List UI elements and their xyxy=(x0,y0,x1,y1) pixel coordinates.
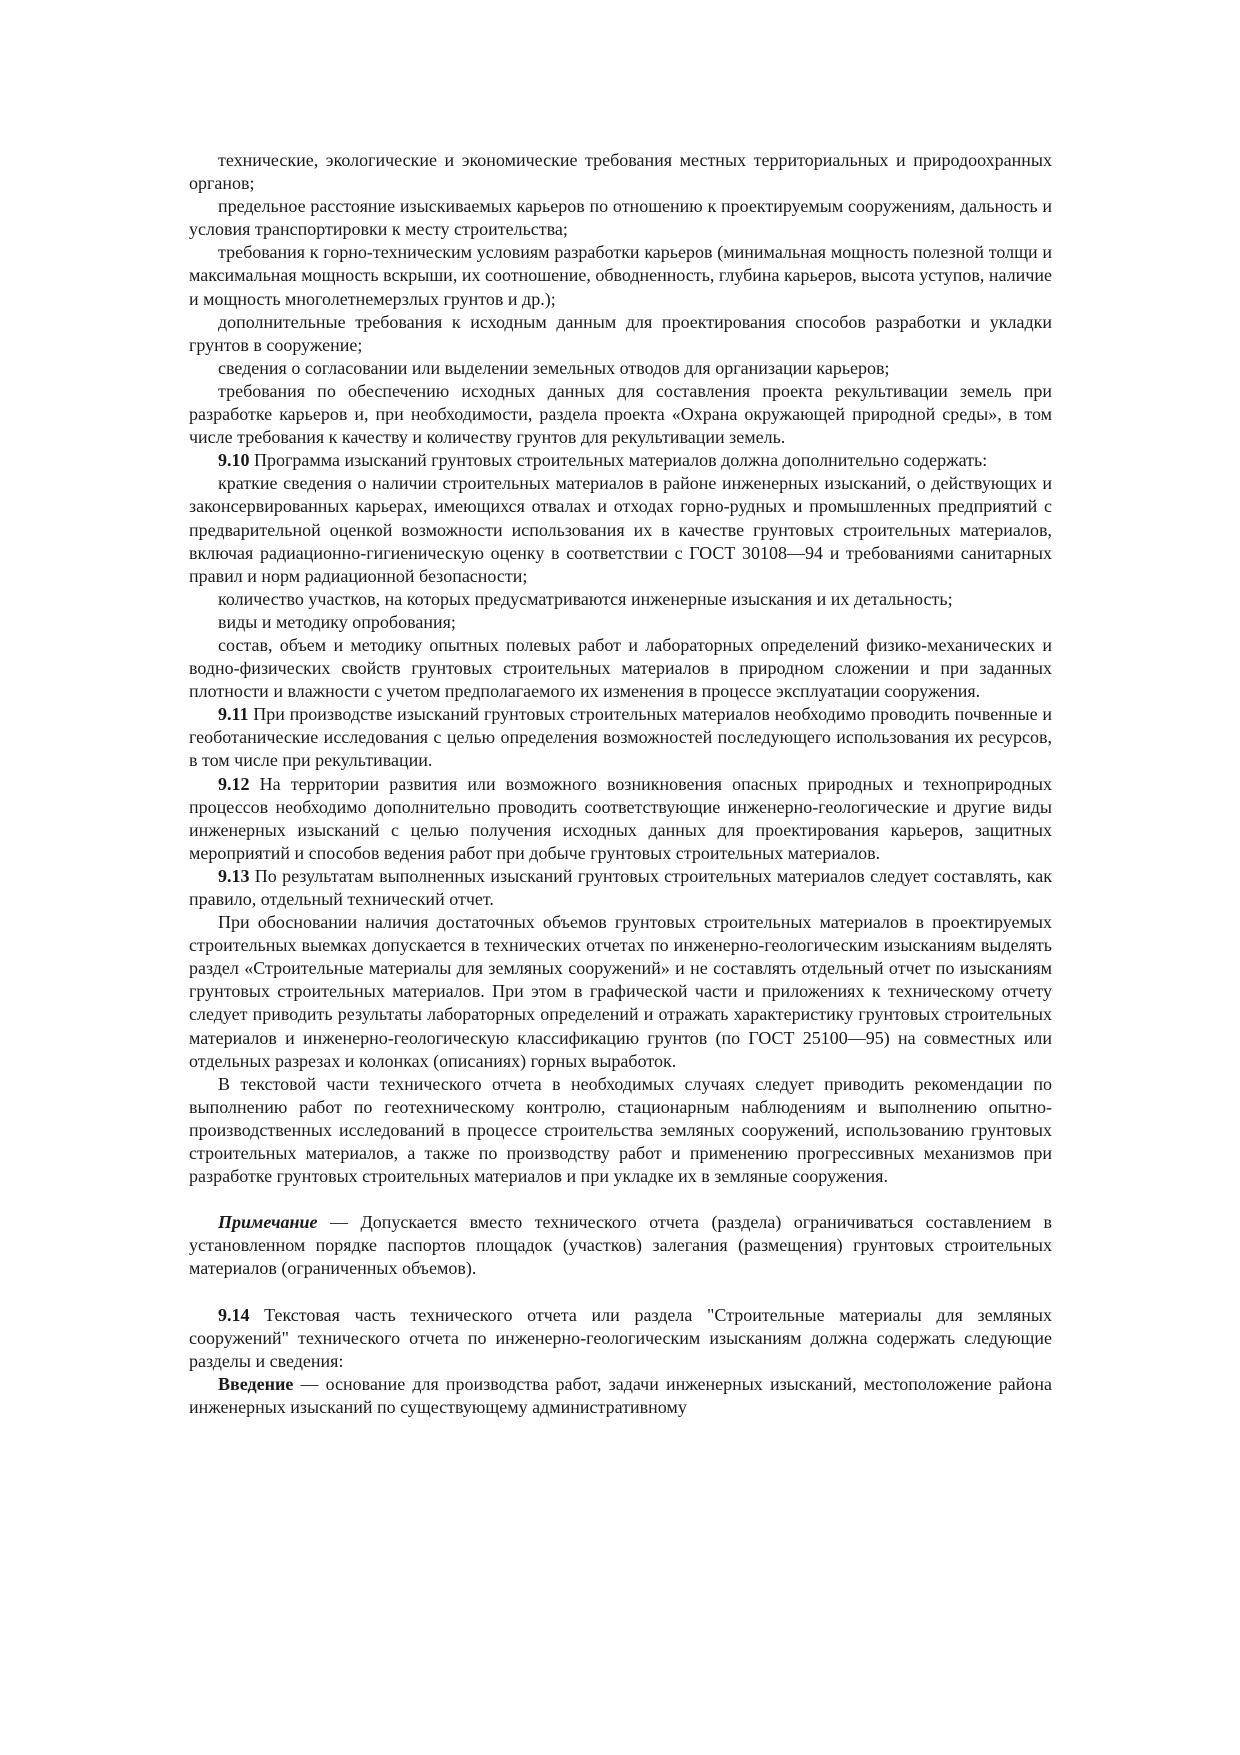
clause-text: По результатам выполненных изысканий грунтовых строительных материалов следует составлять, как правило, отдельный технический отчет. xyxy=(189,865,1052,909)
clause-9-13 xyxy=(189,865,1052,911)
paragraph-quarry-distance: предельное расстояние изыскиваемых карьеров по отношению к проектируемым сооружениям, дальность и условия транспортировки к месту строительства; xyxy=(189,196,1052,240)
paragraph-sites-count: количество участков, на которых предусматриваются инженерные изыскания и их детальность; xyxy=(218,588,953,609)
clause-number: 9.14 xyxy=(218,1304,250,1325)
paragraph-sampling-methods: виды и методику опробования; xyxy=(218,611,456,632)
intro-text: — основание для производства работ, задачи инженерных изысканий, местоположение района инженерных изысканий по существующему административному xyxy=(189,1373,1052,1417)
paragraph-text-part-recommendations: В текстовой части технического отчета в необходимых случаях следует приводить рекомендации по выполнению работ по геотехническому контролю, стационарным наблюдениям и выполнению опытно-производственных исследований в процессе строительства земляных сооружений, использованию грунтовых строительных материалов, а также по производству работ и применению прогрессивных механизмов при разработке грунтовых строительных материалов и при укладке их в земляные сооружения. xyxy=(189,1073,1052,1187)
paragraph-additional-requirements: дополнительные требования к исходным данным для проектирования способов разработки и укладки грунтов в сооружение; xyxy=(189,311,1052,355)
document-page xyxy=(189,149,1052,1419)
clause-text: Текстовая часть технического отчета или раздела "Строительные материалы для земляных сооружений" технического отчета по инженерно-геологическим изысканиям должна содержать следующие разделы и сведения: xyxy=(189,1304,1052,1371)
clause-number: 9.12 xyxy=(218,773,250,794)
clause-9-12 xyxy=(189,773,1052,865)
note-paragraph xyxy=(189,1211,1052,1280)
paragraph-sufficient-volumes: При обосновании наличия достаточных объемов грунтовых строительных материалов в проектируемых строительных выемках допускается в технических отчетах по инженерно-геологическим изысканиям выделять раздел «Строительные материалы для земляных сооружений» и не составлять отдельный отчет по изысканиям грунтовых строительных материалов. При этом в графической части и приложениях к техническому отчету следует приводить результаты лабораторных определений и отражать характеристику грунтовых строительных материалов и инженерно-геологическую классификацию грунтов (по ГОСТ 25100—95) на совместных или отдельных разрезах и колонках (описаниях) горных выработок. xyxy=(189,912,1052,1071)
clause-text: При производстве изысканий грунтовых строительных материалов необходимо проводить почвенные и геоботанические исследования с целью определения возможностей последующего использования их ресурсов, в том числе при рекультивации. xyxy=(189,704,1052,771)
clause-number: 9.13 xyxy=(218,865,250,886)
note-text: — Допускается вместо технического отчета (раздела) ограничиваться составлением в установленном порядке паспортов площадок (участков) залегания (размещения) грунтовых строительных материалов (ограниченных объемов). xyxy=(189,1212,1052,1279)
clause-number: 9.10 xyxy=(218,450,250,471)
paragraph-local-requirements: технические, экологические и экономические требования местных территориальных и природоохранных органов; xyxy=(189,150,1052,194)
paragraph-recultivation: требования по обеспечению исходных данных для составления проекта рекультивации земель при разработке карьеров и, при необходимости, раздела проекта «Охрана окружающей природной среды», в том числе требования к качеству и количеству грунтов для рекультивации земель. xyxy=(189,380,1052,448)
clause-number: 9.11 xyxy=(218,704,249,725)
clause-text: Программа изысканий грунтовых строительных материалов должна дополнительно содержать: xyxy=(249,450,988,471)
paragraph-field-work-scope: состав, объем и методику опытных полевых работ и лабораторных определений физико-механических и водно-физических свойств грунтовых строительных материалов в природном сложении и при заданных плотности и влажности с учетом предполагаемого их изменения в процессе эксплуатации сооружения. xyxy=(189,634,1052,702)
clause-9-11 xyxy=(189,703,1052,772)
paragraph-land-allotment: сведения о согласовании или выделении земельных отводов для организации карьеров; xyxy=(218,357,890,378)
paragraph-mining-conditions: требования к горно-техническим условиям разработки карьеров (минимальная мощность полезной толщи и максимальная мощность вскрыши, их соотношение, обводненность, глубина карьеров, высота уступов, наличие и мощность многолетнемерзлых грунтов и др.); xyxy=(189,242,1052,309)
clause-9-14 xyxy=(189,1304,1052,1373)
clause-text: На территории развития или возможного возникновения опасных природных и техноприродных процессов необходимо дополнительно проводить соответствующие инженерно-геологические и другие виды инженерных изысканий с целью получения исходных данных для проектирования карьеров, защитных мероприятий и способов ведения работ при добыче грунтовых строительных материалов. xyxy=(189,773,1052,863)
clause-9-10 xyxy=(189,449,1052,472)
paragraph-brief-info: краткие сведения о наличии строительных материалов в районе инженерных изысканий, о действующих и законсервированных карьерах, имеющихся отвалах и отходах горно-рудных и промышленных предприятий с предварительной оценкой возможности использования их в качестве грунтовых строительных материалов, включая радиационно-гигиеническую оценку в соответствии с ГОСТ 30108—94 и требованиями санитарных правил и норм радиационной безопасности; xyxy=(189,473,1052,586)
intro-paragraph xyxy=(189,1373,1052,1419)
note-label: Примечание xyxy=(218,1212,318,1233)
intro-label: Введение xyxy=(218,1373,294,1394)
